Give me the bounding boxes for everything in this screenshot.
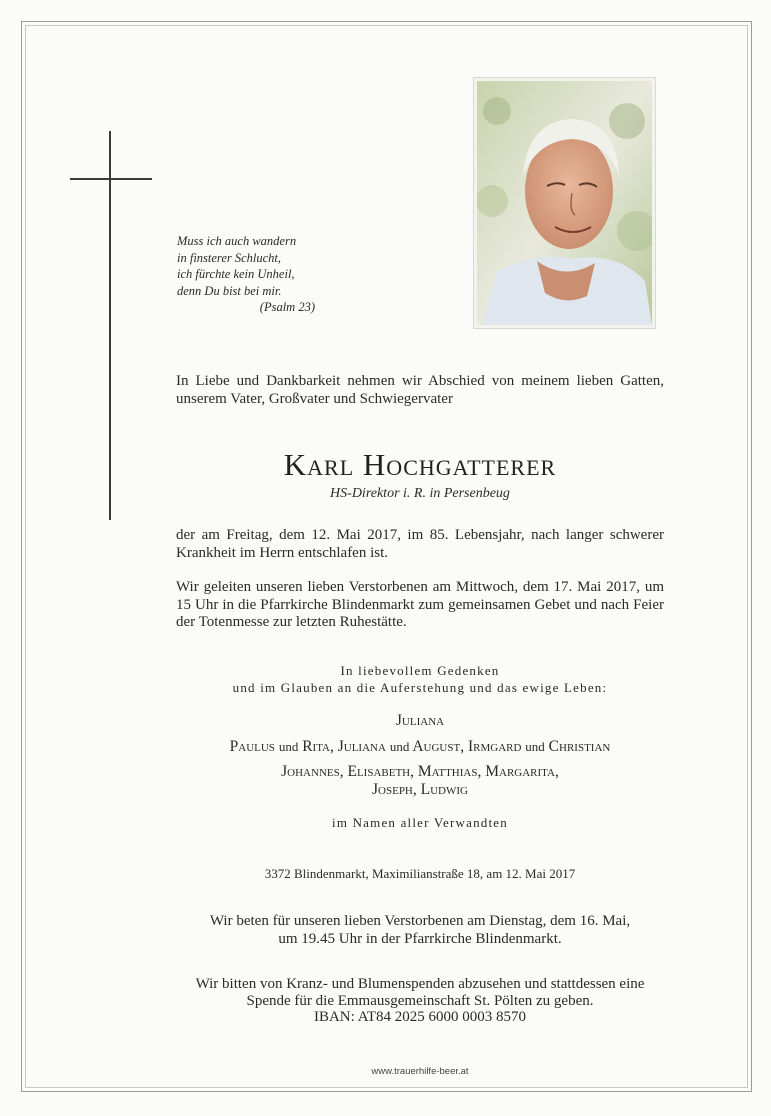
place-date: 3372 Blindenmarkt, Maximilianstraße 18, am 12. Mai 2017 — [264, 866, 576, 881]
conjunction: und — [389, 739, 410, 754]
child-name: Rita, — [302, 738, 334, 755]
intro-text: In Liebe und Dankbarkeit nehmen wir Abschied von meinem lieben Gatten, unserem Vater, Großvater und Schwiegervater — [176, 373, 664, 407]
child-name: Paulus — [229, 738, 275, 755]
death-notice: der am Freitag, dem 12. Mai 2017, im 85. Lebensjahr, nach langer schwerer Krankheit im Herrn entschlafen ist. — [176, 527, 664, 561]
prayer-line-2: um 19.45 Uhr in der Pfarrkirche Blindenmarkt. — [278, 931, 562, 947]
family-widow: Juliana — [395, 712, 445, 729]
prayer-line-1: Wir beten für unseren lieben Verstorbenen am Dienstag, dem 16. Mai, — [209, 913, 631, 929]
donation-iban: IBAN: AT84 2025 6000 0003 8570 — [313, 1009, 527, 1025]
psalm-verse — [177, 233, 327, 316]
verse-line: ich fürchte kein Unheil, — [177, 267, 295, 281]
family-grandchildren-2: Joseph, Ludwig — [372, 781, 468, 798]
family-relatives: im Namen aller Verwandten — [332, 815, 508, 830]
memory-line-1: In liebevollem Gedenken — [340, 663, 500, 678]
conjunction: und — [525, 739, 545, 754]
memory-line-2: und im Glauben an die Auferstehung und das ewige Leben: — [232, 680, 608, 695]
family-grandchildren-1: Johannes, Elisabeth, Matthias, Margarita, — [281, 763, 559, 780]
child-name: August, — [412, 738, 465, 755]
funeral-notice: Wir geleiten unseren lieben Verstorbenen am Mittwoch, dem 17. Mai 2017, um 15 Uhr in die Pfarrkirche Blindenmarkt zum gemeinsamen Gebet und nach Feier der Totenmesse zur letzten Ruhestätte. — [176, 579, 664, 630]
verse-line: denn Du bist bei mir. — [177, 283, 282, 298]
portrait-image — [477, 81, 652, 325]
deceased-title: HS-Direktor i. R. in Persenbeug — [330, 486, 510, 501]
child-name: Juliana — [337, 738, 386, 755]
verse-source: (Psalm 23) — [259, 300, 315, 314]
verse-line: Muss ich auch wandern — [177, 234, 297, 248]
website-link[interactable]: www.trauerhilfe-beer.at — [371, 1066, 469, 1077]
child-name: Irmgard — [467, 738, 522, 755]
donation-line-2: Spende für die Emmausgemeinschaft St. Pölten zu geben. — [246, 993, 594, 1009]
deceased-name: Karl Hochgatterer — [283, 447, 557, 482]
cross-icon-bar — [70, 178, 152, 180]
verse-line: in finsterer Schlucht, — [177, 250, 282, 265]
portrait-photo — [473, 77, 656, 329]
donation-line-1: Wir bitten von Kranz- und Blumenspenden abzusehen und stattdessen eine — [195, 976, 645, 992]
child-name: Christian — [548, 738, 611, 755]
family-children — [100, 737, 740, 757]
conjunction: und — [278, 739, 299, 754]
